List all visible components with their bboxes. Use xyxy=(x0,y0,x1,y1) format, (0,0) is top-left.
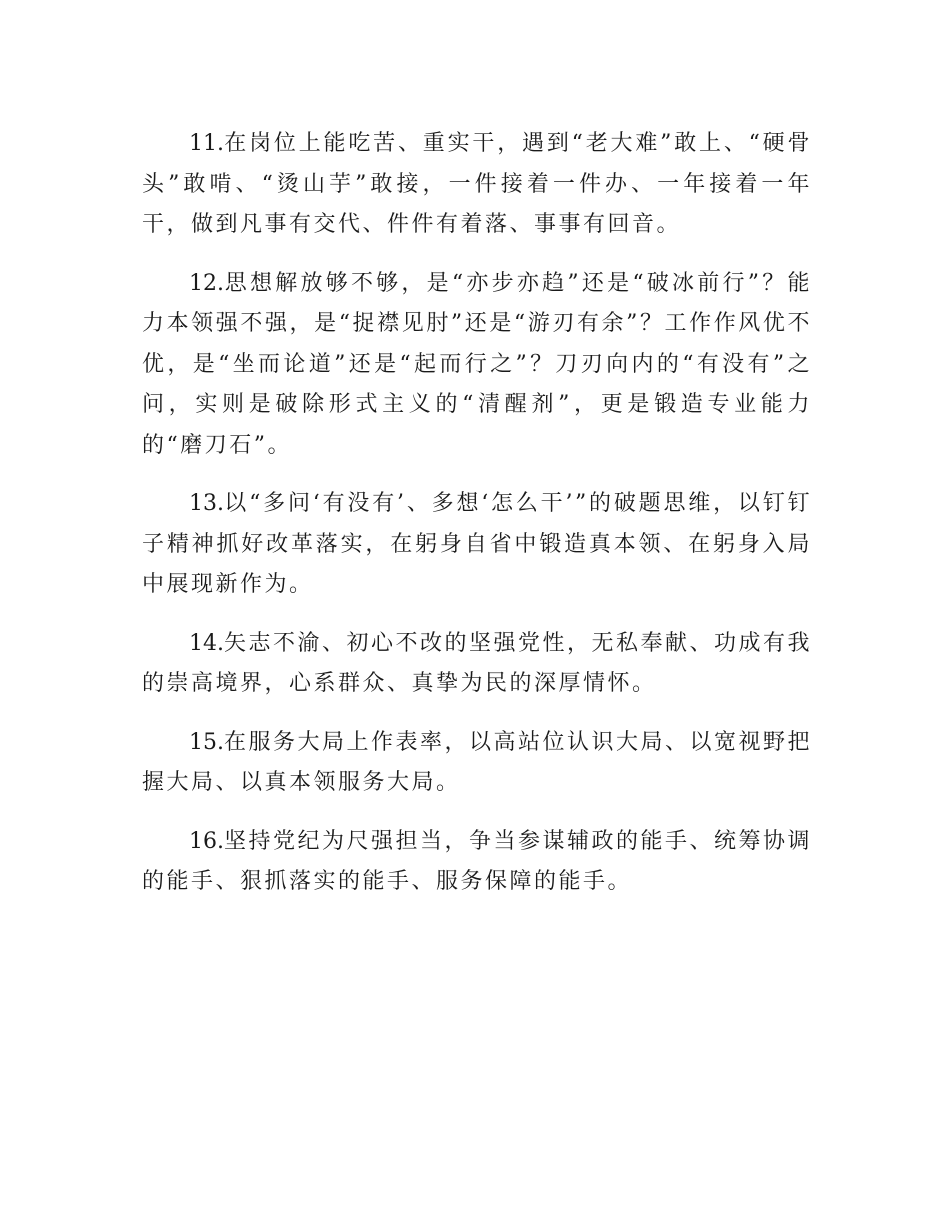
paragraph-16 xyxy=(142,822,812,903)
paragraph-text: 在服务大局上作表率，以高站位认识大局、以宽视野把握大局、以真本领服务大局。 xyxy=(142,729,813,795)
paragraph-text: 矢志不渝、初心不改的坚强党性，无私奉献、功成有我的崇高境界，心系群众、真挚为民的深厚情怀。 xyxy=(142,630,813,696)
paragraph-11 xyxy=(142,124,812,246)
paragraph-number: 14. xyxy=(189,630,224,656)
paragraph-text: 以“多问‘有没有’、多想‘怎么干’”的破题思维，以钉钉子精神抓好改革落实，在躬身自省中锻造真本领、在躬身入局中展现新作为。 xyxy=(142,491,812,597)
paragraph-number: 12. xyxy=(189,270,224,296)
paragraph-number: 13. xyxy=(189,491,224,516)
paragraph-text: 坚持党纪为尺强担当，争当参谋辅政的能手、统筹协调的能手、狠抓落实的能手、服务保障的能手。 xyxy=(142,828,813,894)
paragraph-text: 思想解放够不够，是“亦步亦趋”还是“破冰前行”？能力本领强不强，是“捉襟见肘”还是“游刃有余”？工作作风优不优，是“坐而论道”还是“起而行之”？刀刃向内的“有没有”之问，实则是破除形式主义的“清醒剂”，更是锻造专业能力的“磨刀石”。 xyxy=(142,270,812,458)
paragraph-14 xyxy=(142,624,812,705)
paragraph-text: 在岗位上能吃苦、重实干，遇到“老大难”敢上、“硬骨头”敢啃、“烫山芋”敢接，一件接着一件办、一年接着一年干，做到凡事有交代、件件有着落、事事有回音。 xyxy=(142,131,812,237)
paragraph-13 xyxy=(142,484,812,606)
paragraph-number: 11. xyxy=(189,131,224,156)
paragraph-12 xyxy=(142,264,812,467)
paragraph-number: 15. xyxy=(189,729,224,755)
document-body xyxy=(142,124,812,921)
paragraph-number: 16. xyxy=(189,828,224,854)
paragraph-15 xyxy=(142,723,812,804)
